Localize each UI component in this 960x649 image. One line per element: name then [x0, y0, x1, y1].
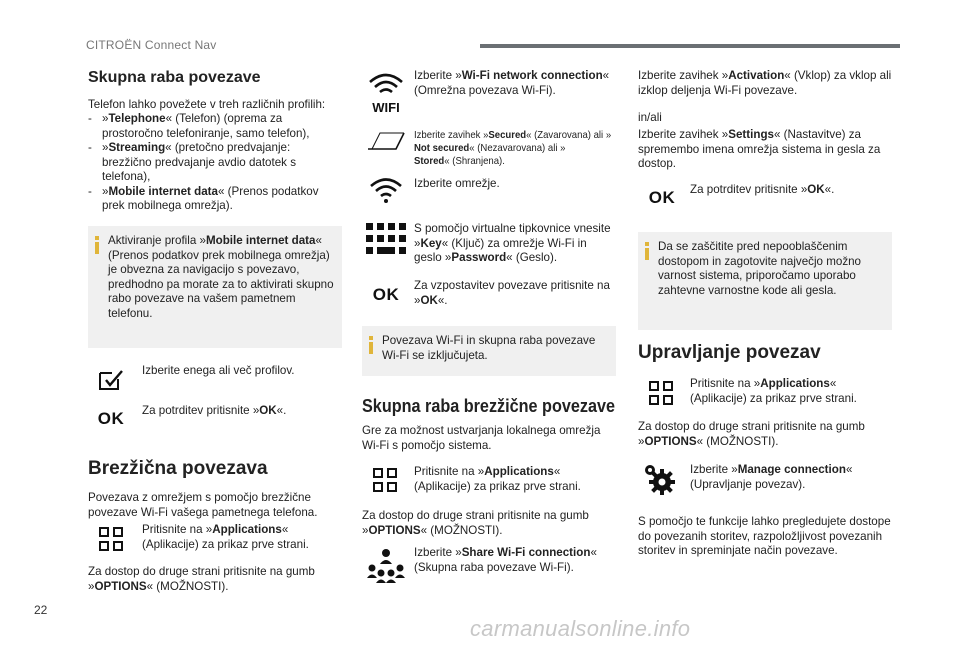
and-or: in/ali: [638, 111, 662, 124]
info-icon: [368, 336, 374, 354]
step-enter-key: S pomočjo virtualne tipkovnice vnesite »Key« (Ključ) za omrežje Wi-Fi in geslo »Password« (Geslo).: [414, 222, 611, 264]
step-settings-tab: Izberite zavihek »Settings« (Nastavitve) za spremembo imena omrežja sistema in gesla za dostop.: [638, 128, 881, 170]
step-connect-ok: Za vzpostavitev povezave pritisnite na »OK«.: [414, 279, 610, 307]
wifi-signal-icon: [368, 176, 404, 204]
step-applications: Pritisnite na »Applications« (Aplikacije) za prikaz prve strani.: [690, 377, 857, 405]
profiles-list: [88, 112, 342, 214]
keyboard-icon: [366, 222, 406, 256]
info-icon: [94, 236, 100, 254]
tab-selector-icon: [366, 128, 406, 152]
share-connection-icon: [366, 548, 406, 584]
step-confirm-ok: Za potrditev pritisnite »OK«.: [142, 404, 287, 417]
ok-icon: OK: [372, 285, 400, 304]
list-item: - »Mobile internet data« (Prenos podatkov prek mobilnega omrežja).: [88, 184, 319, 212]
share-intro: Gre za možnost ustvarjanja lokalnega omrežja Wi-Fi s pomočjo sistema.: [362, 424, 601, 452]
step-applications: Pritisnite na »Applications« (Aplikacije) za prikaz prve strani.: [414, 465, 581, 493]
applications-grid-icon: [94, 522, 128, 556]
step-manage-connection: Izberite »Manage connection« (Upravljanje povezav).: [690, 463, 853, 491]
step-options: Za dostop do druge strani pritisnite na gumb »OPTIONS« (MOŽNOSTI).: [638, 420, 865, 448]
ok-icon: OK: [648, 188, 676, 207]
gears-icon: [642, 462, 678, 498]
step-select-network: Izberite omrežje.: [414, 177, 500, 190]
svg-text:WIFI: WIFI: [372, 100, 400, 114]
heading-connection-sharing: Skupna raba povezave: [88, 69, 261, 86]
info-box-mobile-data: Aktiviranje profila »Mobile internet data« (Prenos podatkov prek mobilnega omrežja) je obvezna za navigacijo s povezavo, predhodno pa morate za to aktivirati skupno rabo povezave na vašem pametnem telefonu.: [88, 226, 342, 348]
heading-wireless-sharing: Skupna raba brezžične povezave: [362, 396, 615, 416]
header-bar: [480, 44, 900, 48]
step-confirm-ok: Za potrditev pritisnite »OK«.: [690, 183, 835, 196]
info-icon: [644, 242, 650, 260]
applications-grid-icon: [368, 463, 402, 497]
wireless-intro: Povezava z omrežjem s pomočjo brezžične povezave Wi-Fi vašega pametnega telefona.: [88, 491, 318, 519]
info-box-security: Da se zaščitite pred nepooblaščenim dostopom in zagotovite največjo možno varnost sistema, priporočamo uporabo zahtevne varnostne kode ali gesla.: [638, 232, 892, 330]
wifi-icon: [366, 70, 406, 114]
info-box-exclusive: Povezava Wi-Fi in skupna raba povezave Wi-Fi se izključujeta.: [362, 326, 616, 376]
step-share-wifi: Izberite »Share Wi-Fi connection« (Skupna raba povezave Wi-Fi).: [414, 546, 597, 574]
watermark: carmanualsonline.info: [470, 616, 691, 641]
checkbox-icon: [94, 363, 128, 397]
step-applications: Pritisnite na »Applications« (Aplikacije) za prikaz prve strani.: [142, 523, 309, 551]
page-number: 22: [34, 603, 48, 617]
ok-icon: OK: [97, 409, 125, 428]
list-item: - »Telephone« (Telefon) (oprema za prostoročno telefoniranje, samo telefon),: [88, 112, 310, 140]
step-select-profiles: Izberite enega ali več profilov.: [142, 364, 295, 377]
step-options: Za dostop do druge strani pritisnite na gumb »OPTIONS« (MOŽNOSTI).: [88, 565, 315, 593]
step-options: Za dostop do druge strani pritisnite na gumb »OPTIONS« (MOŽNOSTI).: [362, 509, 589, 537]
applications-grid-icon: [644, 376, 678, 410]
header-title: CITROËN Connect Nav: [86, 38, 217, 52]
manage-description: S pomočjo te funkcije lahko pregledujete dostope do povezanih storitev, razpoložljivost povezanih storitev in spreminjate način povezave.: [638, 515, 891, 557]
step-activation-tab: Izberite zavihek »Activation« (Vklop) za vklop ali izklop deljenja Wi-Fi povezave.: [638, 69, 892, 97]
profiles-intro: Telefon lahko povežete v treh različnih profilih:: [88, 98, 326, 111]
heading-manage-connections: Upravljanje povezav: [638, 342, 821, 363]
step-wifi-connection: Izberite »Wi-Fi network connection« (Omrežna povezava Wi-Fi).: [414, 69, 610, 97]
step-select-tab: Izberite zavihek »Secured« (Zavarovana) ali » Not secured« (Nezavarovana) ali » Stored« (Shranjena).: [414, 130, 612, 167]
heading-wireless-connection: Brezžična povezava: [88, 458, 268, 479]
list-item: - »Streaming« (pretočno predvajanje: brezžično predvajanje avdio datotek s telefona),: [88, 141, 296, 183]
